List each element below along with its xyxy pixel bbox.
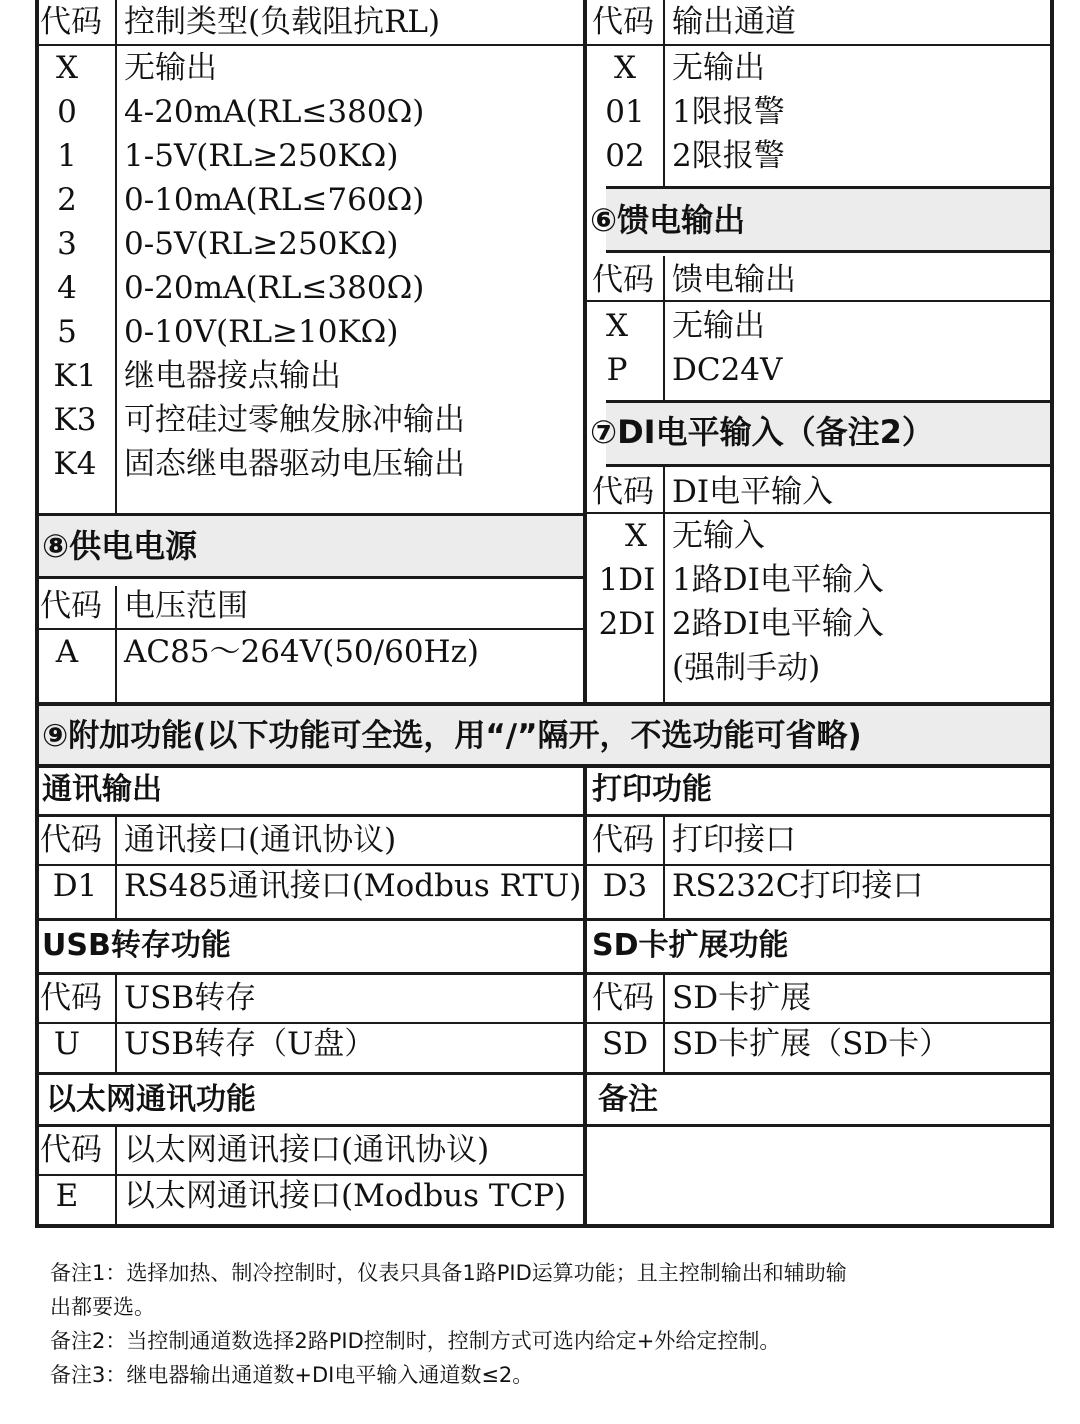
di-input-header-label: DI电平输入	[672, 474, 834, 510]
feed-output-title: ⑥馈电输出	[590, 201, 746, 239]
di-input-title: ⑦DI电平输入（备注2）	[590, 413, 934, 451]
power-supply-title: ⑧供电电源	[42, 527, 198, 565]
di-input-extra: (强制手动)	[672, 650, 821, 686]
feed-output-desc: 无输出	[672, 308, 765, 344]
sd-header-label: SD卡扩展	[672, 980, 812, 1016]
output-channel-header-label: 输出通道	[672, 4, 796, 40]
print-header-code: 代码	[592, 822, 654, 858]
print-header-label: 打印接口	[672, 822, 796, 858]
usb-header-label: USB转存	[124, 980, 257, 1016]
sd-title: SD卡扩展功能	[592, 928, 789, 963]
control-type-desc: 可控硅过零触发脉冲输出	[124, 402, 465, 438]
di-input-header-code: 代码	[592, 474, 654, 510]
di-input-code: X	[624, 518, 648, 554]
comm-title: 通讯输出	[42, 772, 162, 807]
feed-output-header-code: 代码	[592, 262, 654, 298]
notes	[50, 1256, 847, 1392]
note-2: 备注2：当控制通道数选择2路PID控制时，控制方式可选内给定+外给定控制。	[50, 1329, 781, 1353]
comm-header-label: 通讯接口(通讯协议)	[124, 822, 397, 858]
output-channel-code: 01	[605, 94, 645, 130]
di-input-code: 1DI	[598, 562, 656, 598]
di-input-code: 2DI	[598, 606, 656, 642]
control-type-desc: 无输出	[124, 50, 217, 86]
note-1-line-1: 备注1：选择加热、制冷控制时，仪表只具备1路PID运算功能；且主控制输出和辅助输	[50, 1261, 847, 1285]
usb-code: U	[53, 1026, 81, 1062]
feed-output-desc: DC24V	[672, 352, 783, 388]
remarks-title: 备注	[598, 1082, 658, 1117]
eth-code: E	[55, 1178, 79, 1214]
note-1-line-2: 出都要选。	[50, 1295, 155, 1319]
control-type-desc: 1-5V(RL≥250KΩ)	[124, 138, 399, 174]
control-type-code: K3	[53, 402, 97, 438]
output-channel-desc: 1限报警	[672, 94, 785, 130]
di-input-desc: 1路DI电平输入	[672, 562, 884, 598]
eth-desc: 以太网通讯接口(Modbus TCP)	[124, 1178, 567, 1214]
control-type-header-code: 代码	[40, 4, 102, 40]
control-type-code: 1	[57, 138, 77, 174]
output-channel-code: X	[613, 50, 637, 86]
usb-title: USB转存功能	[42, 928, 231, 963]
control-type-code: 3	[57, 226, 77, 262]
control-type-desc: 0-10mA(RL≤760Ω)	[124, 182, 425, 218]
power-supply-header-label: 电压范围	[124, 588, 248, 624]
note-3: 备注3：继电器输出通道数+DI电平输入通道数≤2。	[50, 1363, 534, 1387]
control-type-desc: 继电器接点输出	[124, 358, 341, 394]
output-channel-code: 02	[605, 138, 645, 174]
power-supply-header-code: 代码	[40, 588, 102, 624]
output-channel-header-code: 代码	[592, 4, 654, 40]
control-type-desc: 0-10V(RL≥10KΩ)	[124, 314, 399, 350]
control-type-desc: 固态继电器驱动电压输出	[124, 446, 465, 482]
sd-code: SD	[601, 1026, 649, 1062]
usb-header-code: 代码	[40, 980, 102, 1016]
output-channel-desc: 无输出	[672, 50, 765, 86]
print-code: D3	[602, 868, 648, 904]
additional-title: ⑨附加功能(以下功能可全选，用“/”隔开，不选功能可省略)	[42, 718, 862, 754]
eth-header-code: 代码	[40, 1132, 102, 1168]
usb-desc: USB转存（U盘）	[124, 1026, 376, 1062]
control-type-code: K1	[53, 358, 97, 394]
di-input-desc: 2路DI电平输入	[672, 606, 884, 642]
print-title: 打印功能	[592, 772, 712, 807]
comm-header-code: 代码	[40, 822, 102, 858]
power-supply-desc: AC85～264V(50/60Hz)	[124, 634, 480, 670]
control-type-code: K4	[53, 446, 97, 482]
sd-desc: SD卡扩展（SD卡）	[672, 1026, 951, 1062]
comm-code: D1	[52, 868, 98, 904]
eth-header-label: 以太网通讯接口(通讯协议)	[124, 1132, 490, 1168]
control-type-code: 5	[57, 314, 77, 350]
print-desc: RS232C打印接口	[672, 868, 924, 904]
control-type-desc: 0-20mA(RL≤380Ω)	[124, 270, 425, 306]
control-type-code: 2	[57, 182, 77, 218]
control-type-desc: 4-20mA(RL≤380Ω)	[124, 94, 425, 130]
feed-output-code: X	[605, 308, 629, 344]
control-type-code: 4	[57, 270, 77, 306]
control-type-code: 0	[57, 94, 77, 130]
di-input-desc: 无输入	[672, 518, 765, 554]
control-type-header-label: 控制类型(负载阻抗RL)	[124, 4, 441, 40]
control-type-code: X	[55, 50, 79, 86]
control-type-desc: 0-5V(RL≥250KΩ)	[124, 226, 399, 262]
sd-header-code: 代码	[592, 980, 654, 1016]
output-channel-desc: 2限报警	[672, 138, 785, 174]
eth-title: 以太网通讯功能	[46, 1082, 256, 1117]
power-supply-code: A	[55, 634, 79, 670]
feed-output-header-label: 馈电输出	[672, 262, 796, 298]
feed-output-code: P	[606, 352, 628, 388]
comm-desc: RS485通讯接口(Modbus RTU)	[124, 868, 582, 904]
